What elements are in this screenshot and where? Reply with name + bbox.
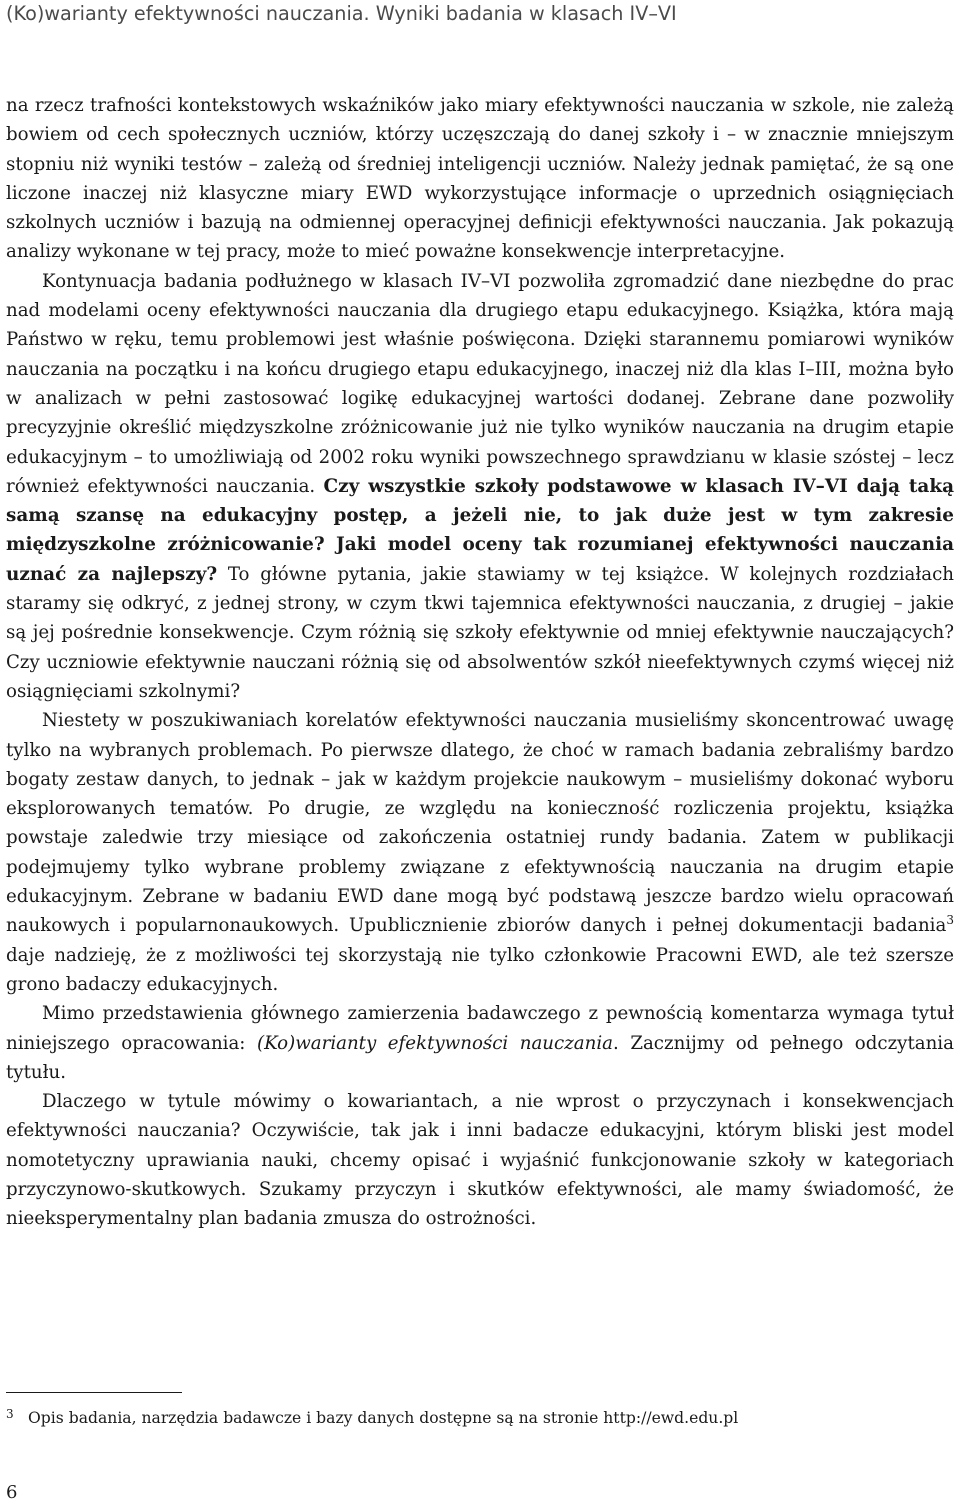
book-title-italic: (Ko)warianty efektywności nauczania xyxy=(256,1032,614,1054)
paragraph-3-text-continued: daje nadzieję, że z możliwości tej skorzystają nie tylko członkowie Pracowni EWD, ale też szersze grono badaczy edukacyjnych. xyxy=(6,944,954,995)
footnote xyxy=(6,1402,954,1430)
paragraph-2-bold-questions: Czy wszystkie szkoły podstawowe w klasach IV–VI dają taką samą szansę na edukacyjny postęp, a jeżeli nie, to jak duże jest w tym zakresie międzyszkolne zróżnicowanie? Jaki model oceny tak rozumianej efektywności nauczania uznać za najlepszy? xyxy=(6,475,954,585)
paragraph-2-text-continued: To główne pytania, jakie stawiamy w tej książce. W kolejnych rozdziałach staramy się odkryć, z jednej strony, w czym tkwi tajemnica efektywności nauczania, z drugiej – jakie są jej pośrednie konsekwencje. Czym różnią się szkoły efektywnie od mniej efektywnie nauczających? Czy uczniowie efektywnie nauczani różnią się od absolwentów szkół nieefektywnych czymś więcej niż osiągnięciami szkolnymi? xyxy=(6,563,954,702)
paragraph-4 xyxy=(6,999,954,1087)
paragraph-5 xyxy=(6,1087,954,1233)
footnote-reference[interactable]: 3 xyxy=(946,913,954,928)
paragraph-5-text: Dlaczego w tytule mówimy o kowariantach, a nie wprost o przyczynach i konsekwencjach efektywności nauczania? Oczywiście, tak jak i inni badacze edukacyjni, którym bliski jest model nomotetyczny uprawiania nauki, chcemy opisać i wyjaśnić funkcjonowanie szkoły w kategoriach przyczynowo-skutkowych. Szukamy przyczyn i skutków efektywności, ale mamy świadomość, że nieeksperymentalny plan badania zmusza do ostrożności. xyxy=(6,1091,954,1230)
footnote-marker: 3 xyxy=(6,1407,14,1421)
paragraph-1 xyxy=(6,91,954,267)
footnote-text: Opis badania, narzędzia badawcze i bazy danych dostępne są na stronie http://ewd.edu.pl xyxy=(28,1409,739,1427)
page-body xyxy=(6,91,954,1234)
paragraph-2-text: Kontynuacja badania podłużnego w klasach IV–VI pozwoliła zgromadzić dane niezbędne do prac nad modelami oceny efektywności nauczania dla drugiego etapu edukacyjnego. Książka, która mają Państwo w ręku, temu problemowi jest właśnie poświęcona. Dzięki starannemu pomiarowi wyników nauczania na początku i na końcu drugiego etapu edukacyjnego, inaczej niż dla klas I–III, można było w analizach w pełni zastosować logikę edukacyjnej wartości dodanej. Zebrane dane pozwoliły precyzyjnie określić międzyszkolne zróżnicowanie już nie tylko wyników nauczania na drugim etapie edukacyjnym – to umożliwiają od 2002 roku wyniki powszechnego sprawdzianu w klasie szóstej – lecz również efektywności nauczania. xyxy=(6,270,954,497)
paragraph-3 xyxy=(6,706,954,999)
footnote-divider xyxy=(6,1392,182,1393)
page-number: 6 xyxy=(6,1482,18,1503)
paragraph-1-text: na rzecz trafności kontekstowych wskaźników jako miary efektywności nauczania w szkole, nie zależą bowiem od cech społecznych uczniów, którzy uczęszczają do danej szkoły i – w znacznie mniejszym stopniu niż wyniki testów – zależą od średniej inteligencji uczniów. Należy jednak pamiętać, że są one liczone inaczej niż klasyczne miary EWD wykorzystujące informacje o uprzednich osiągnięciach szkolnych uczniów i bazują na odmiennej operacyjnej definicji efektywności nauczania. Jak pokazują analizy wykonane w tej pracy, może to mieć poważne konsekwencje interpretacyjne. xyxy=(6,95,954,263)
paragraph-3-text: Niestety w poszukiwaniach korelatów efektywności nauczania musieliśmy skoncentrować uwagę tylko na wybranych problemach. Po pierwsze dlatego, że choć w ramach badania zebraliśmy bardzo bogaty zestaw danych, to jednak – jak w każdym projekcie naukowym – musieliśmy dokonać wyboru eksplorowanych tematów. Po drugie, ze względu na konieczność rozliczenia projektu, książka powstaje zaledwie trzy miesiące od zakończenia ostatniej rundy badania. Zatem w publikacji podejmujemy tylko wybrane problemy związane z efektywnością nauczania na drugim etapie edukacyjnym. Zebrane w badaniu EWD dane mogą być podstawą jeszcze bardzo wielu opracowań naukowych i popularnonaukowych. Upublicznienie zbiorów danych i pełnej dokumentacji badania xyxy=(6,710,954,937)
paragraph-4-text-continued: . Zacznijmy od pełnego odczytania tytułu. xyxy=(6,1032,954,1083)
paragraph-2 xyxy=(6,267,954,706)
paragraph-4-text: Mimo przedstawienia głównego zamierzenia badawczego z pewnością komentarza wymaga tytuł niniejszego opracowania: xyxy=(6,1003,954,1054)
running-header: (Ko)warianty efektywności nauczania. Wyniki badania w klasach IV–VI xyxy=(6,2,677,25)
